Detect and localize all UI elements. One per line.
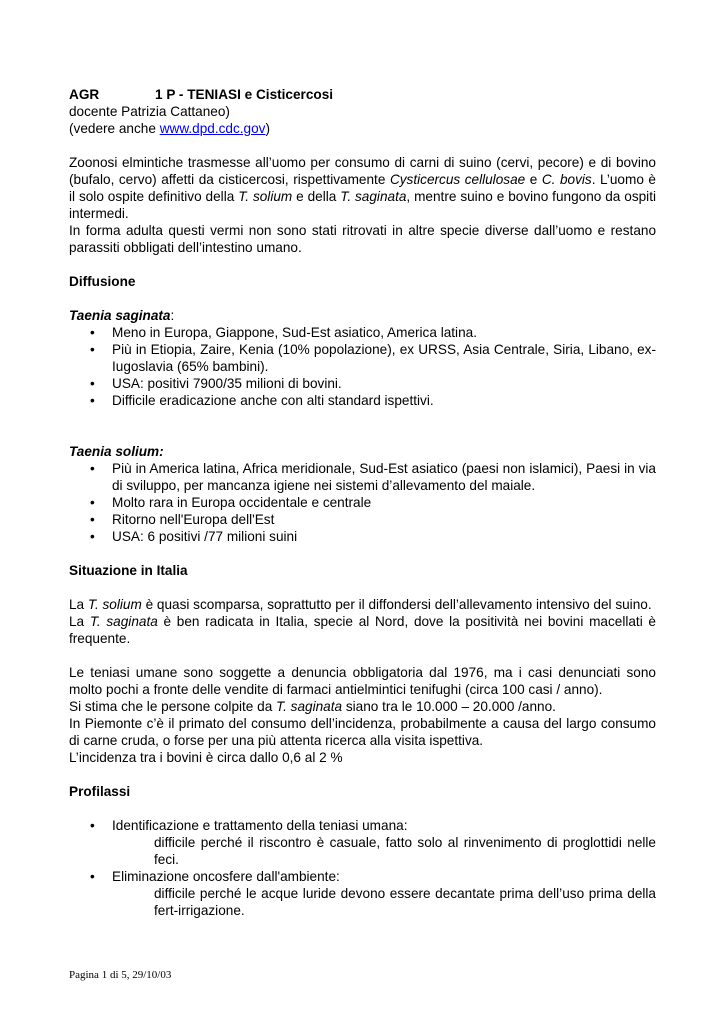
see-also-suffix: ) [265, 121, 271, 136]
section-heading-profilassi: Profilassi [69, 784, 131, 799]
cdc-link[interactable]: www.dpd.cdc.gov [159, 121, 266, 136]
document-title: 1 P - TENIASI e Cisticercosi [155, 87, 334, 102]
list-item: • Più in Etiopia, Zaire, Kenia (10% popolazione), ex URSS, Asia Centrale, Siria, Libano, ex-Iugoslavia (65% bambini). [69, 341, 656, 375]
list-item: • USA: positivi 7900/35 milioni di bovini. [69, 375, 656, 392]
list-item: • Più in America latina, Africa meridionale, Sud-Est asiatico (paesi non islamici), Paesi in via di sviluppo, per mancanza igiene nei sistemi d’allevamento del maiale. [69, 460, 656, 494]
taenia-solium-heading: Taenia solium: [69, 444, 164, 459]
solium-list [69, 460, 656, 545]
document-header [69, 86, 656, 103]
italia-paragraph-3: Le teniasi umane sono soggette a denuncia obbligatoria dal 1976, ma i casi denunciati sono molto pochi a fronte delle vendite di farmaci antielmintici tenifughi (circa 100 casi / anno). [69, 665, 656, 697]
saginata-list [69, 324, 656, 409]
italia-paragraph-5: In Piemonte c’è il primato del consumo dell’incidenza, probabilmente a causa del largo consumo di carne cruda, o forse per una più attenta ricerca alla visita ispettiva. [69, 716, 656, 748]
list-item: • Identificazione e trattamento della teniasi umana: [69, 817, 656, 834]
intro-paragraph-2: In forma adulta questi vermi non sono stati ritrovati in altre specie diverse dall’uomo e restano parassiti obbligati dell’intestino umano. [69, 223, 656, 255]
course-code: AGR [69, 87, 100, 102]
document-page [69, 86, 656, 919]
list-item-detail: difficile perché il riscontro è casuale, fatto solo al rinvenimento di proglottidi nelle feci. [154, 835, 656, 867]
list-item: • USA: 6 positivi /77 milioni suini [69, 528, 656, 545]
list-item: • Eliminazione oncosfere dall'ambiente: [69, 868, 656, 885]
see-also-line [69, 120, 656, 137]
see-also-prefix: (vedere anche [69, 121, 160, 136]
teacher-line: docente Patrizia Cattaneo) [69, 104, 230, 119]
list-item: • Meno in Europa, Giappone, Sud-Est asiatico, America latina. [69, 324, 656, 341]
intro-paragraph-1: Zoonosi elmintiche trasmesse all’uomo per consumo di carni di suino (cervi, pecore) e di bovino (bufalo, cervo) affetti da cisticercosi, rispettivamente Cysticercus cellulosae e C. bovis. L’uomo è il solo ospite definitivo della T. solium e della T. saginata, mentre suino e bovino fungono da ospiti intermedi. [69, 155, 656, 221]
page-footer: Pagina 1 di 5, 29/10/03 [69, 969, 172, 981]
italia-paragraph-6: L’incidenza tra i bovini è circa dallo 0,6 al 2 % [69, 750, 343, 765]
list-item: • Ritorno nell'Europa dell'Est [69, 511, 656, 528]
italia-paragraph-4: Si stima che le persone colpite da T. saginata siano tra le 10.000 – 20.000 /anno. [69, 699, 556, 714]
section-heading-italia: Situazione in Italia [69, 563, 188, 578]
italia-paragraph-2: La T. saginata è ben radicata in Italia, specie al Nord, dove la positività nei bovini macellati è frequente. [69, 614, 656, 646]
profilassi-list [69, 817, 656, 834]
list-item: • Difficile eradicazione anche con alti standard ispettivi. [69, 392, 656, 409]
list-item-detail: difficile perché le acque luride devono essere decantate prima dell’uso prima della fert-irrigazione. [154, 886, 656, 918]
list-item: • Molto rara in Europa occidentale e centrale [69, 494, 656, 511]
italia-paragraph-1: La T. solium è quasi scomparsa, soprattutto per il diffondersi dell’allevamento intensivo del suino. [69, 597, 652, 612]
profilassi-list-2 [69, 868, 656, 885]
taenia-saginata-heading: Taenia saginata: [69, 308, 175, 323]
section-heading-diffusione: Diffusione [69, 274, 136, 289]
